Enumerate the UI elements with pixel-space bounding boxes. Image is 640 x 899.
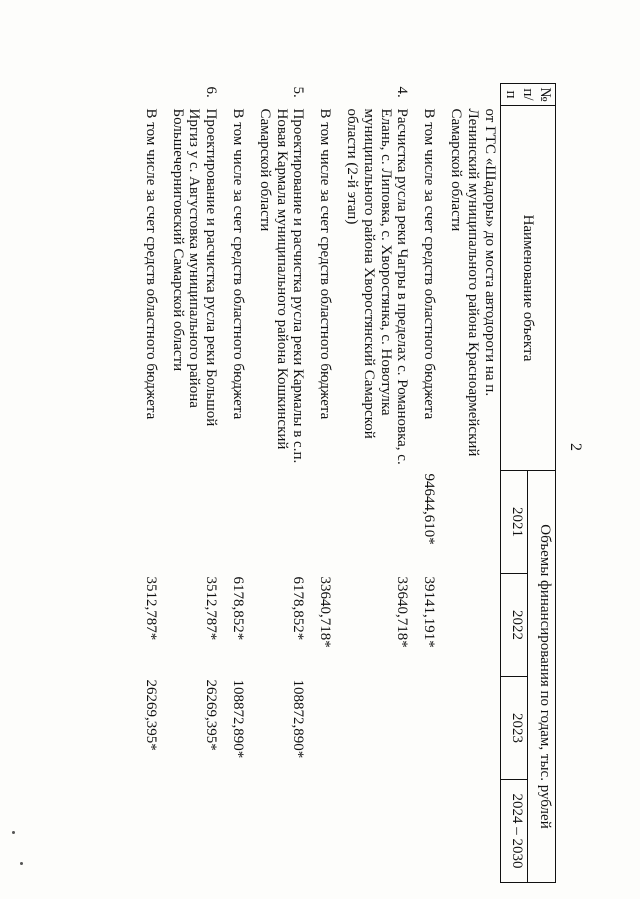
row-name: от ГТС «Шадоры» до моста автодороги на п. Ленинский муниципального района Красноармейский Самарской области xyxy=(448,108,498,457)
table-row xyxy=(254,84,314,883)
row-value-2022: 6178,852* xyxy=(230,576,247,641)
row-value-2024-2030 xyxy=(254,780,314,883)
row-value-2021 xyxy=(445,471,500,574)
row-value-2022: 39141,191* xyxy=(421,576,438,648)
row-name: В том числе за счет средств областного бюджета xyxy=(421,108,438,420)
row-value-2022: 3512,787* xyxy=(142,576,159,641)
row-value-2021 xyxy=(254,471,314,574)
page-number: 2 xyxy=(567,443,584,451)
funding-table xyxy=(140,83,556,883)
row-num: 6. xyxy=(203,86,220,98)
row-value-2021 xyxy=(167,471,227,574)
row-value-2021 xyxy=(140,471,167,574)
row-num xyxy=(418,84,445,106)
row-value-2021 xyxy=(341,471,418,574)
row-value-2024-2030 xyxy=(445,780,500,883)
header-year-2021: 2021 xyxy=(500,471,528,574)
scan-speck xyxy=(20,862,23,865)
row-value-2023 xyxy=(341,677,418,780)
row-value-2023 xyxy=(418,677,445,780)
row-value-2022: 33640,718* xyxy=(317,576,334,648)
row-value-2022: 33640,718* xyxy=(394,576,411,648)
table-body xyxy=(140,84,500,883)
row-num: 4. xyxy=(394,86,411,98)
row-value-2022: 3512,787* xyxy=(203,576,220,641)
table-row xyxy=(445,84,500,883)
row-value-2021 xyxy=(314,471,341,574)
row-value-2022: 6178,852* xyxy=(290,576,307,641)
table-header xyxy=(500,84,555,883)
row-value-2021 xyxy=(227,471,254,574)
row-num xyxy=(227,84,254,106)
row-value-2023: 108872,890* xyxy=(290,679,307,759)
row-value-2024-2030 xyxy=(140,780,167,883)
row-num: 5. xyxy=(290,86,307,98)
row-value-2021: 94644,610* xyxy=(421,473,438,545)
header-num: № п/п xyxy=(500,84,555,106)
row-value-2022 xyxy=(445,574,500,677)
row-name: Расчистка русла реки Чагры в пределах с. Романовка, с. Елань, с. Липовка, с. Хворостянка, с. Новотулка муниципального района Хворостянский Самарской области (2-й этап) xyxy=(344,108,411,465)
scan-speck xyxy=(12,831,15,834)
table-row xyxy=(167,84,227,883)
header-funding: Объемы финансирования по годам, тыс. рублей xyxy=(528,471,556,883)
row-value-2024-2030 xyxy=(418,780,445,883)
row-name: В том числе за счет средств областного бюджета xyxy=(317,108,334,420)
header-year-2022: 2022 xyxy=(500,574,528,677)
row-value-2024-2030 xyxy=(314,780,341,883)
row-value-2023: 26269,395* xyxy=(203,679,220,751)
header-year-2023: 2023 xyxy=(500,677,528,780)
row-name: В том числе за счет средств областного бюджета xyxy=(230,108,247,420)
row-name: В том числе за счет средств областного бюджета xyxy=(142,108,159,420)
row-name: Проектирование и расчистка русла реки Кармалы в с.п. Новая Кармала муниципального района Кошкинский Самарской области xyxy=(256,108,307,464)
row-value-2023: 108872,890* xyxy=(230,679,247,759)
table-row xyxy=(227,84,254,883)
row-num xyxy=(314,84,341,106)
row-num xyxy=(445,84,500,106)
table-row xyxy=(314,84,341,883)
rotated-table-container xyxy=(76,83,556,883)
table-row xyxy=(341,84,418,883)
row-name: Проектирование и расчистка русла реки Большой Иргиз у с. Августовка муниципального района Большечерниговский Самарской области xyxy=(169,108,220,427)
row-value-2024-2030 xyxy=(227,780,254,883)
row-value-2024-2030 xyxy=(341,780,418,883)
table-row xyxy=(140,84,167,883)
row-value-2023 xyxy=(314,677,341,780)
header-year-2024-2030: 2024 – 2030 xyxy=(500,780,528,883)
table-row xyxy=(418,84,445,883)
row-value-2024-2030 xyxy=(167,780,227,883)
row-num xyxy=(140,84,167,106)
header-name: Наименование объекта xyxy=(500,106,555,471)
row-value-2023 xyxy=(445,677,500,780)
row-value-2023: 26269,395* xyxy=(142,679,159,751)
